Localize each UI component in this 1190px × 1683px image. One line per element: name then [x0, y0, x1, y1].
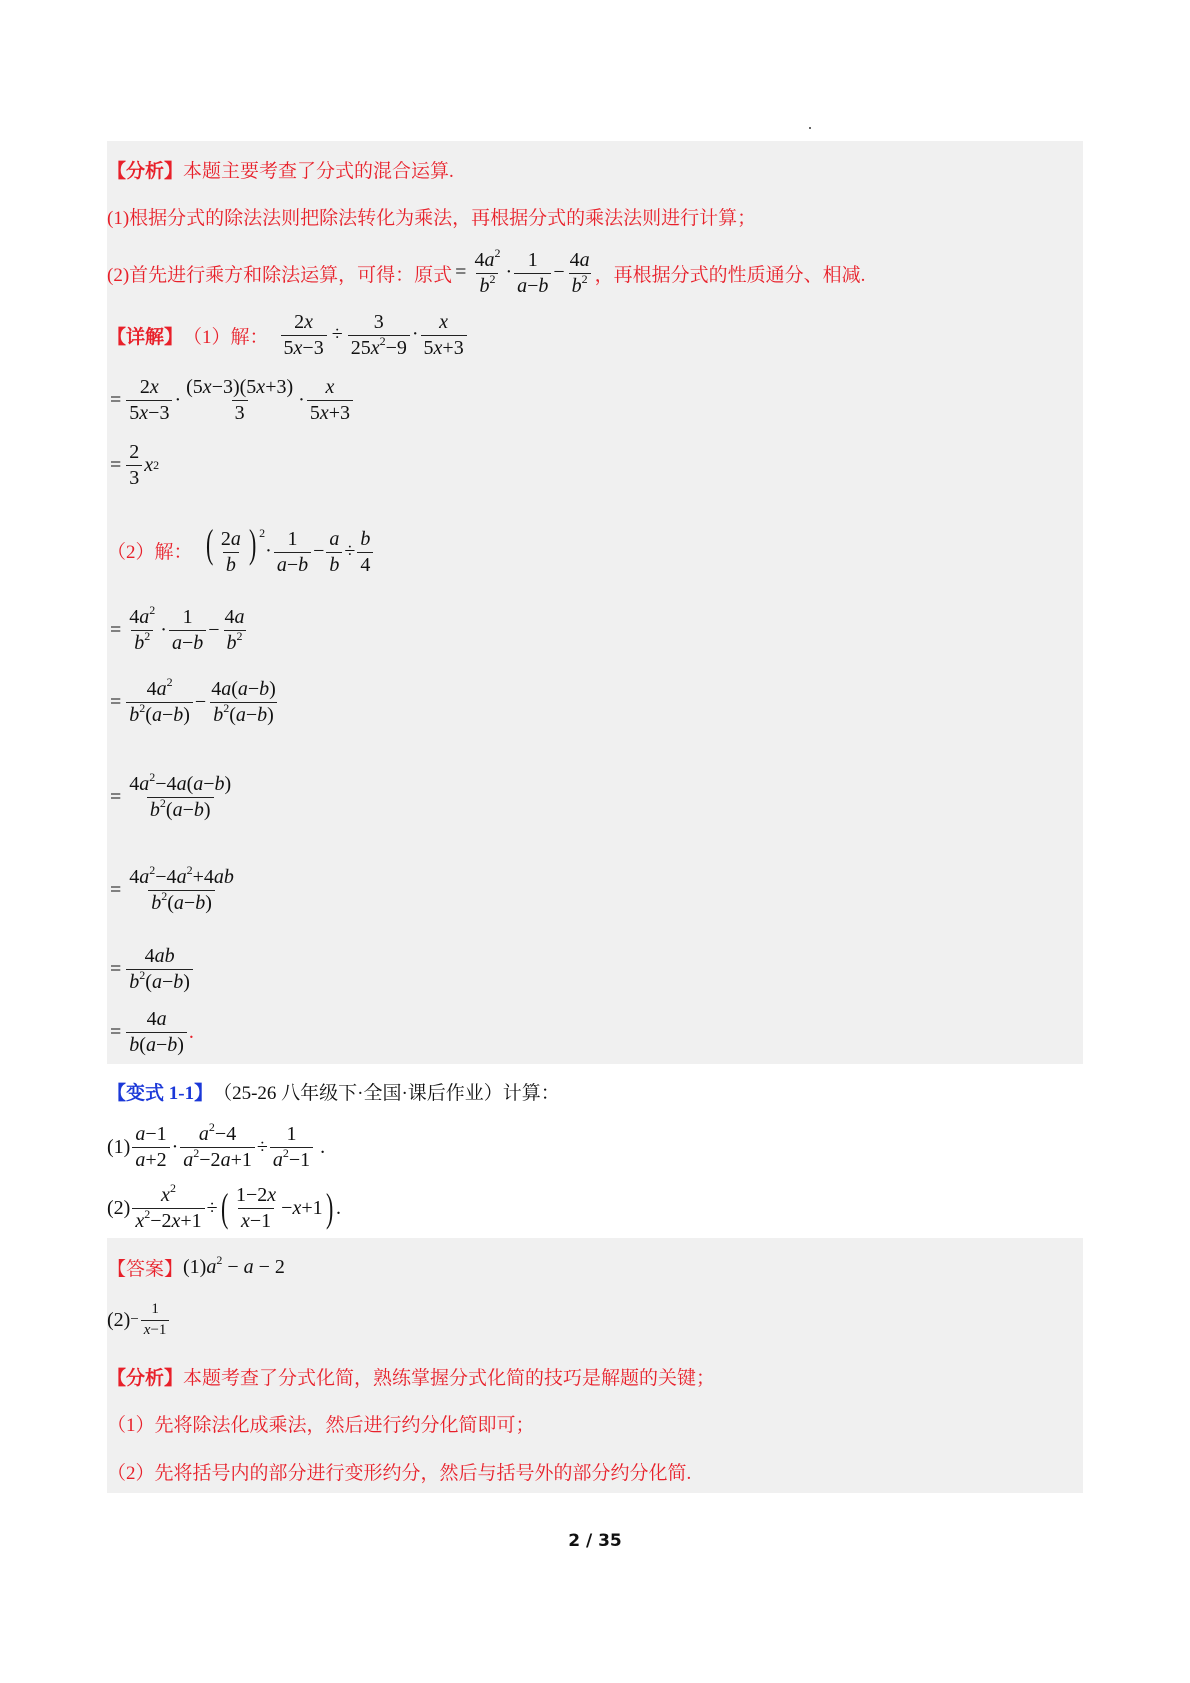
analysis-line: [107, 154, 454, 184]
point-1-text: (1)根据分式的除法法则把除法转化为乘法，再根据分式的乘法法则进行计算；: [107, 207, 757, 229]
variant-tag: 【变式 1-1】: [107, 1082, 214, 1104]
answer-2-label: (2): [107, 1308, 131, 1331]
detail-tag: 【详解】: [107, 326, 184, 348]
answer-line-1: [107, 1250, 285, 1284]
part2-step-4: = $\frac{4a^2-4a^2+4ab}{b^2(a-b)}$: [110, 862, 234, 914]
point-1-text-2: （1）先将除法化成乘法，然后进行约分化简即可；: [107, 1414, 535, 1436]
part2-step-1: = $\frac{4a^2}{b^2}$ · $\frac{1}{a-b}$ − $\frac{4a}{b^2}$: [110, 602, 245, 654]
analysis-2-tag: 【分析】: [107, 1367, 184, 1389]
part2-expression: ( $\frac{2a}{b}$ ) $^2$· $\frac{1}{a-b}$ − $\frac{a}{b}$ ÷ $\frac{b}{4}$: [203, 524, 376, 576]
answer-line-2: [107, 1294, 171, 1346]
point-2-formula: = $\frac{4a^2}{b^2}$ · $\frac{1}{a-b}$ − $\frac{4a}{b^2}$: [455, 245, 590, 297]
point-2-prefix: (2)首先进行乘方和除法运算，可得：原式: [107, 264, 453, 286]
point-2-text-2: （2）先将括号内的部分进行变形约分，然后与括号外的部分约分化简.: [107, 1462, 692, 1484]
part1-expression: $\frac{2x}{5x-3}$ ÷ $\frac{3}{25x^2-9}$ · $\frac{x}{5x+3}$: [279, 312, 469, 359]
variant-question-1: (1) $\frac{a-1}{a+2}$ · $\frac{a^2-4}{a^2-2a+1}$ ÷ $\frac{1}{a^2-1}$ .: [107, 1119, 326, 1171]
variant-question-2: (2) $\frac{x^2}{x^2-2x+1}$ ÷ ( $\frac{1-2x}{x-1}$ − x +1 ) .: [107, 1180, 341, 1232]
variant-header: [107, 1075, 560, 1107]
analysis-tag: 【分析】: [107, 160, 184, 182]
analysis-text: 本题主要考查了分式的混合运算.: [183, 160, 454, 182]
page-number: 2 / 35: [568, 1531, 622, 1551]
detail-part1-header: [107, 306, 469, 364]
analysis-point-2: [107, 245, 865, 301]
q1-label: (1): [107, 1135, 131, 1158]
analysis-2-point-1: [107, 1408, 535, 1438]
answer-1: $a^2 - a - 2$: [206, 1252, 285, 1278]
answer-1-label: (1): [183, 1255, 207, 1278]
answer-tag: 【答案】: [107, 1258, 184, 1280]
part2-step-2: = $\frac{4a^2}{b^2(a-b)}$ − $\frac{4a(a-b)}{b^2(a-b)}$: [110, 674, 276, 726]
q2-label: (2): [107, 1196, 131, 1219]
part2-step-6: = $\frac{4a}{b(a-b)}$ .: [110, 1007, 194, 1056]
analysis-point-1: [107, 201, 756, 231]
analysis-2-text: 本题考查了分式化简，熟练掌握分式化简的技巧是解题的关键；: [183, 1367, 716, 1389]
detail-part2-header: [107, 515, 375, 585]
page-mark: [809, 127, 811, 129]
part1-step-1: = $\frac{2x}{5x-3}$ · $\frac{(5x-3)(5x+3)}{3}$ · $\frac{x}{5x+3}$: [107, 370, 355, 430]
detail-part2-label: （2）解：: [107, 541, 193, 563]
part1-step-2: = $\frac{2}{3}$ x 2: [110, 440, 160, 489]
point-2-suffix: ，再根据分式的性质通分、相减.: [594, 264, 866, 286]
variant-source: （25-26 八年级下·全国·课后作业）计算：: [213, 1082, 560, 1104]
analysis-2-point-2: [107, 1456, 691, 1486]
part2-step-3: = $\frac{4a^2-4a(a-b)}{b^2(a-b)}$: [110, 769, 232, 821]
analysis-2-line: [107, 1361, 715, 1391]
detail-part1-label: （1）解：: [183, 326, 269, 348]
part2-step-5: = $\frac{4ab}{b^2(a-b)}$: [107, 937, 195, 1001]
answer-2: − $\frac{1}{x-1}$: [130, 1302, 171, 1339]
